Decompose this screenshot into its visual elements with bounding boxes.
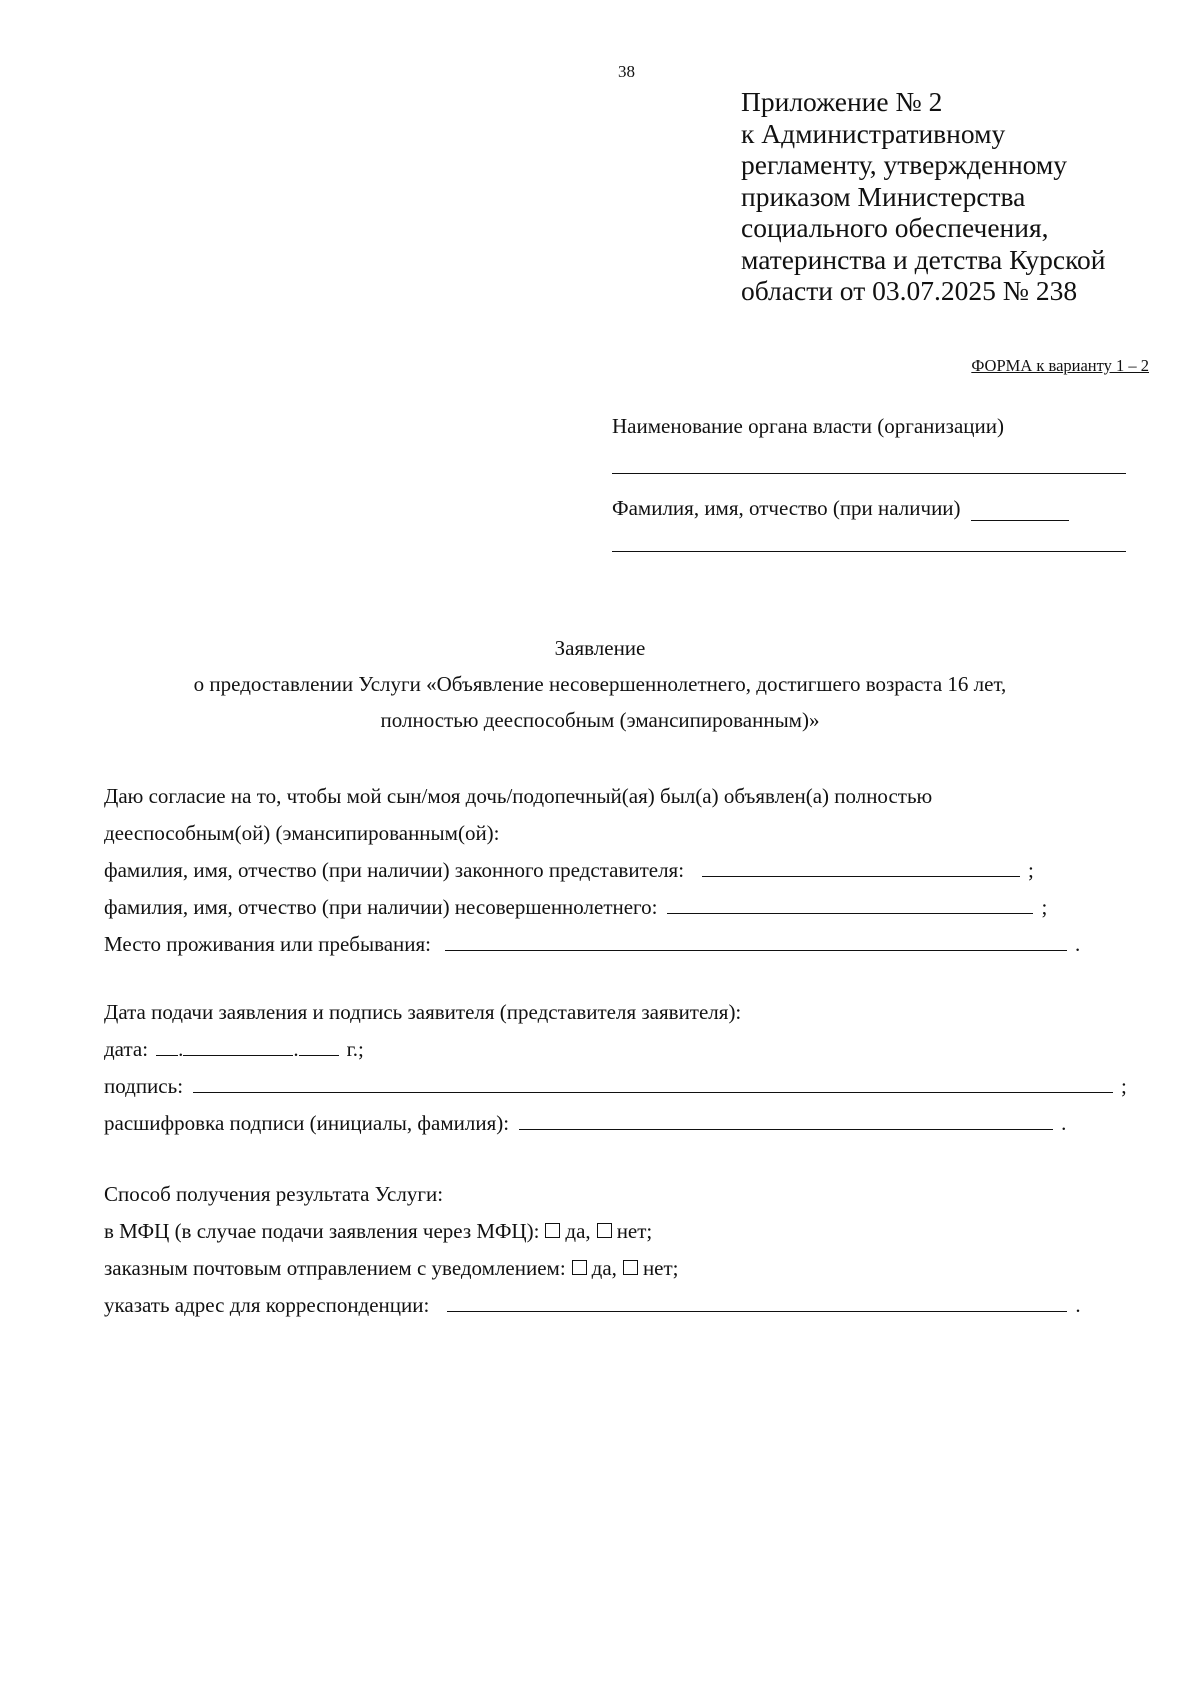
mail-no-checkbox[interactable] — [623, 1260, 638, 1275]
date-row — [104, 1031, 1144, 1068]
minor-row — [104, 889, 1144, 926]
date-year-field[interactable] — [299, 1035, 339, 1056]
punctuation: ; — [1121, 1074, 1127, 1098]
consent-section — [104, 778, 1144, 963]
signature-heading: Дата подачи заявления и подпись заявителя (представителя заявителя): — [104, 1000, 742, 1024]
legal-representative-field[interactable] — [702, 852, 1020, 877]
applicant-fio-field[interactable] — [971, 500, 1069, 521]
appendix-line: социального обеспечения, — [741, 212, 1049, 243]
legal-representative-label: фамилия, имя, отчество (при наличии) законного представителя: — [104, 858, 685, 882]
minor-fio-field[interactable] — [667, 889, 1033, 914]
page-number: 38 — [618, 62, 635, 81]
signature-decryption-label: расшифровка подписи (инициалы, фамилия): — [104, 1111, 510, 1135]
applicant-fio-label: Фамилия, имя, отчество (при наличии) — [612, 496, 961, 520]
statement-title — [0, 630, 1200, 738]
punctuation: . — [1061, 1111, 1067, 1135]
consent-text: Даю согласие на то, чтобы мой сын/моя дочь/подопечный(ая) был(а) объявлен(а) полностью — [104, 784, 933, 808]
punctuation: . — [1075, 1293, 1081, 1317]
punctuation: . — [293, 1037, 299, 1061]
mfc-no-checkbox[interactable] — [597, 1223, 612, 1238]
signature-label: подпись: — [104, 1074, 184, 1098]
no-label: нет; — [642, 1256, 679, 1280]
year-suffix: г.; — [346, 1037, 364, 1061]
signature-row — [104, 1068, 1144, 1105]
result-section — [104, 1176, 1144, 1324]
appendix-line: регламенту, утвержденному — [741, 149, 1068, 180]
signature-decryption-row — [104, 1105, 1144, 1142]
consent-text: дееспособным(ой) (эмансипированным(ой): — [104, 821, 500, 845]
form-variant-label: ФОРМА к варианту 1 – 2 — [971, 356, 1149, 375]
date-month-field[interactable] — [183, 1035, 293, 1056]
result-heading: Способ получения результата Услуги: — [104, 1182, 444, 1206]
authority-name-label: Наименование органа власти (организации) — [612, 414, 1004, 438]
signature-section — [104, 994, 1144, 1142]
statement-subject-line-2: полностью дееспособным (эмансипированным)» — [380, 708, 820, 732]
punctuation: ; — [1041, 895, 1048, 919]
date-label: дата: — [104, 1037, 149, 1061]
signature-field[interactable] — [193, 1068, 1113, 1093]
residence-field[interactable] — [445, 926, 1067, 951]
applicant-fio-row — [612, 496, 1128, 521]
applicant-fio-field-continued[interactable] — [612, 551, 1126, 552]
minor-label: фамилия, имя, отчество (при наличии) несовершеннолетнего: — [104, 895, 658, 919]
authority-block — [612, 414, 1128, 552]
yes-label: да, — [591, 1256, 617, 1280]
authority-name-field[interactable] — [612, 473, 1126, 474]
legal-representative-row — [104, 852, 1144, 889]
appendix-line: области от 03.07.2025 № 238 — [741, 275, 1078, 306]
mfc-yes-checkbox[interactable] — [545, 1223, 560, 1238]
signature-heading-row — [104, 994, 1144, 1031]
address-row — [104, 1287, 1144, 1324]
date-day-field[interactable] — [156, 1035, 178, 1056]
mail-label: заказным почтовым отправлением с уведомлением: — [104, 1256, 566, 1280]
address-field[interactable] — [447, 1287, 1067, 1312]
result-heading-row — [104, 1176, 1144, 1213]
statement-subject-line-1: о предоставлении Услуги «Объявление несовершеннолетнего, достигшего возраста 16 лет, — [193, 672, 1007, 696]
mail-yes-checkbox[interactable] — [572, 1260, 587, 1275]
yes-label: да, — [565, 1219, 591, 1243]
punctuation: . — [1075, 932, 1081, 956]
no-label: нет; — [616, 1219, 653, 1243]
mfc-label: в МФЦ (в случае подачи заявления через МФЦ): — [104, 1219, 540, 1243]
mfc-row — [104, 1213, 1144, 1250]
residence-label: Место проживания или пребывания: — [104, 932, 432, 956]
punctuation: . — [178, 1037, 184, 1061]
residence-row — [104, 926, 1144, 963]
appendix-line: приказом Министерства — [741, 180, 1026, 212]
appendix-line: Приложение № 2 — [741, 86, 943, 117]
mail-row — [104, 1250, 1144, 1287]
consent-text-line-1 — [104, 778, 1144, 815]
appendix-line: материнства и детства Курской — [741, 243, 1106, 275]
consent-text-line-2 — [104, 815, 1144, 852]
appendix-line: к Административному — [741, 117, 1006, 149]
punctuation: ; — [1028, 858, 1034, 882]
address-label: указать адрес для корреспонденции: — [104, 1293, 430, 1317]
signature-decryption-field[interactable] — [519, 1105, 1053, 1130]
appendix-header — [741, 86, 1161, 307]
statement-heading: Заявление — [554, 636, 646, 660]
